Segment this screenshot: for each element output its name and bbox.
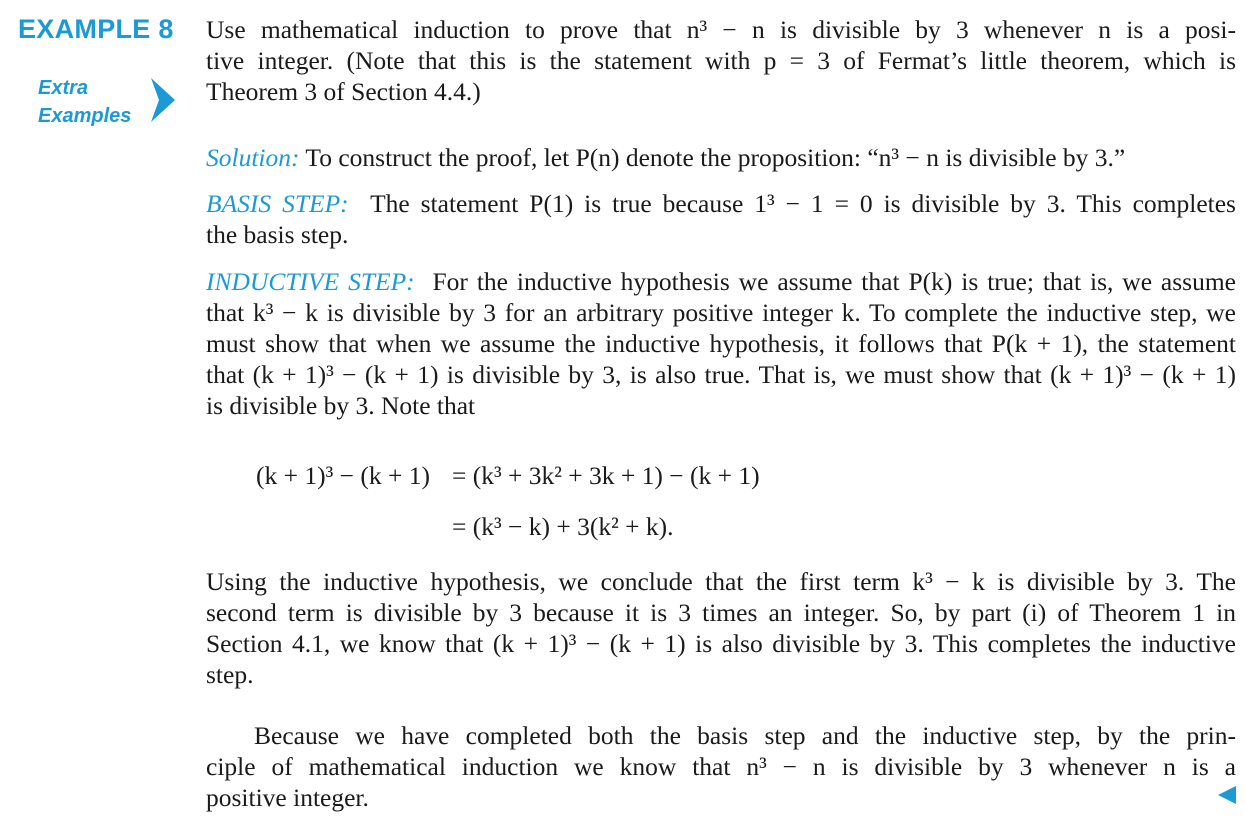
problem-statement xyxy=(206,14,1236,107)
end-of-example-icon xyxy=(1216,784,1238,806)
basis-line: The statement P(1) is true because 1³ − 1 = 0 is divisible by 3. This completes xyxy=(370,189,1236,218)
final-line: Because we have completed both the basis step and the inductive step, by the prin- xyxy=(254,721,1236,750)
final-line: positive integer. xyxy=(206,783,369,812)
solution-paragraph xyxy=(206,142,1236,173)
conclusion-line: step. xyxy=(206,660,254,689)
equation-line-1-rhs: = (k³ + 3k² + 3k + 1) − (k + 1) xyxy=(452,461,760,490)
basis-step-paragraph xyxy=(206,188,1236,250)
inductive-line: that (k + 1)³ − (k + 1) is divisible by 3, is also true. That is, we must show that (k + 1)³ − (k + 1) xyxy=(206,360,1236,389)
conclusion-line: Section 4.1, we know that (k + 1)³ − (k + 1) is also divisible by 3. This completes the inductive xyxy=(206,629,1236,658)
statement-line: Use mathematical induction to prove that n³ − n is divisible by 3 whenever n is a posi- xyxy=(206,15,1236,44)
statement-line: Theorem 3 of Section 4.4.) xyxy=(206,77,481,106)
solution-text: To construct the proof, let P(n) denote the proposition: “n³ − n is divisible by 3.” xyxy=(305,143,1126,172)
inductive-line: must show that when we assume the inductive hypothesis, it follows that P(k + 1), the statement xyxy=(206,329,1236,358)
inductive-line: is divisible by 3. Note that xyxy=(206,391,476,420)
extra-examples-link[interactable] xyxy=(38,74,131,130)
basis-step-heading: BASIS STEP: xyxy=(206,189,349,218)
equation-line-2-rhs: = (k³ − k) + 3(k² + k). xyxy=(452,512,674,541)
inductive-line: that k³ − k is divisible by 3 for an arbitrary positive integer k. To complete the inductive step, we xyxy=(206,298,1236,327)
extra-examples-line-1: Extra xyxy=(38,77,89,99)
example-label: EXAMPLE 8 xyxy=(18,14,174,44)
inductive-step-paragraph xyxy=(206,266,1236,421)
basis-line: the basis step. xyxy=(206,220,349,249)
equation-line-1-lhs: (k + 1)³ − (k + 1) xyxy=(256,461,431,490)
final-line: ciple of mathematical induction we know that n³ − n is divisible by 3 whenever n is a xyxy=(206,752,1236,781)
inductive-step-heading: INDUCTIVE STEP: xyxy=(206,267,415,296)
inductive-line: For the inductive hypothesis we assume that P(k) is true; that is, we assume xyxy=(432,267,1236,296)
conclusion-line: Using the inductive hypothesis, we conclude that the first term k³ − k is divisible by 3. The xyxy=(206,567,1236,596)
conclusion-line: second term is divisible by 3 because it is 3 times an integer. So, by part (i) of Theorem 1 in xyxy=(206,598,1236,627)
final-paragraph xyxy=(206,720,1236,813)
statement-line: tive integer. (Note that this is the statement with p = 3 of Fermat’s little theorem, which is xyxy=(206,46,1236,75)
conclusion-paragraph xyxy=(206,566,1236,690)
chevron-right-icon[interactable] xyxy=(148,76,178,124)
extra-examples-line-2: Examples xyxy=(38,105,132,127)
solution-heading: Solution: xyxy=(206,143,300,172)
